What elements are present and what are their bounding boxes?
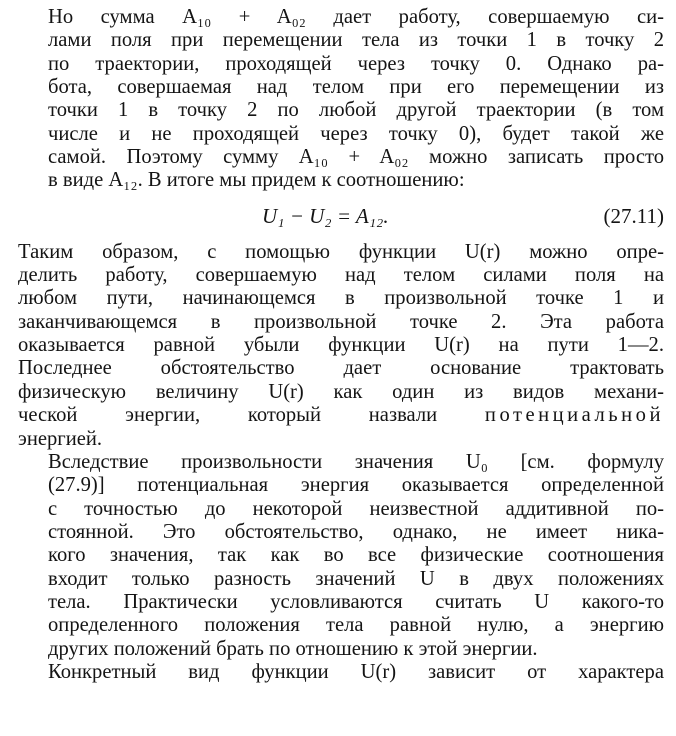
text-line: точки 1 в точку 2 по любой другой траектории (в том bbox=[48, 99, 664, 122]
text-line: в виде A₁₂. В итоге мы придем к соотношению: bbox=[48, 169, 465, 192]
text-line: определенного положения тела равной нулю, а энергию bbox=[48, 614, 664, 637]
text-line: лами поля при перемещении тела из точки 1 в точку 2 bbox=[48, 29, 664, 52]
paragraph-2 bbox=[18, 241, 664, 451]
text-line: по траектории, проходящей через точку 0. Однако ра- bbox=[48, 52, 664, 75]
text-line: с точностью до некоторой неизвестной аддитивной по- bbox=[48, 497, 664, 520]
text-line: делить работу, совершаемую над телом силами поля на bbox=[18, 264, 664, 287]
text-line: бота, совершаемая над телом при его перемещении из bbox=[48, 76, 664, 99]
text-line: кого значения, так как во все физические соотношения bbox=[48, 544, 664, 567]
text-line: числе и не проходящей через точку 0), будет такой же bbox=[48, 122, 664, 145]
text-line: Последнее обстоятельство дает основание трактовать bbox=[18, 357, 664, 380]
equation-row bbox=[18, 193, 664, 241]
equation-number: (27.11) bbox=[603, 203, 664, 228]
text-line: Но сумма A₁₀ + A₀₂ дает работу, совершаемую си- bbox=[48, 6, 664, 28]
text-line: любом пути, начинающемся в произвольной точке 1 и bbox=[18, 287, 664, 310]
text-line: физическую величину U(r) как один из видов механи- bbox=[18, 380, 664, 403]
paragraph-1 bbox=[18, 6, 664, 193]
text-line: входит только разность значений U в двух положениях bbox=[48, 567, 664, 590]
text-line: стоянной. Это обстоятельство, однако, не имеет ника- bbox=[48, 520, 664, 543]
text-line: заканчивающемся в произвольной точке 2. Эта работа bbox=[18, 310, 664, 333]
text-line: самой. Поэтому сумму A₁₀ + A₀₂ можно записать просто bbox=[48, 146, 664, 169]
text-line: Вследствие произвольности значения U₀ [см. формулу bbox=[48, 450, 664, 473]
paragraph-3 bbox=[18, 451, 664, 661]
spaced-term: потенциальной bbox=[484, 404, 664, 427]
text-line: (27.9)] потенциальная энергия оказывается определенной bbox=[48, 474, 664, 497]
text-line: энергией. bbox=[18, 427, 103, 450]
text-line: оказывается равной убыли функции U(r) на пути 1—2. bbox=[18, 334, 664, 357]
text-line-with-term bbox=[18, 404, 664, 427]
text-line: Конкретный вид функции U(r) зависит от характера bbox=[48, 660, 664, 683]
text-line: других положений брать по отношению к этой энергии. bbox=[48, 637, 538, 660]
equation-formula: U₁ − U₂ = A₁₂. bbox=[262, 203, 389, 228]
document-page bbox=[18, 6, 664, 684]
paragraph-4 bbox=[18, 661, 664, 684]
text-line: Таким образом, с помощью функции U(r) можно опре- bbox=[18, 240, 664, 263]
text-line: тела. Практически условливаются считать U какого-то bbox=[48, 590, 664, 613]
text-fragment: ческой энергии, который назвали bbox=[18, 404, 438, 427]
